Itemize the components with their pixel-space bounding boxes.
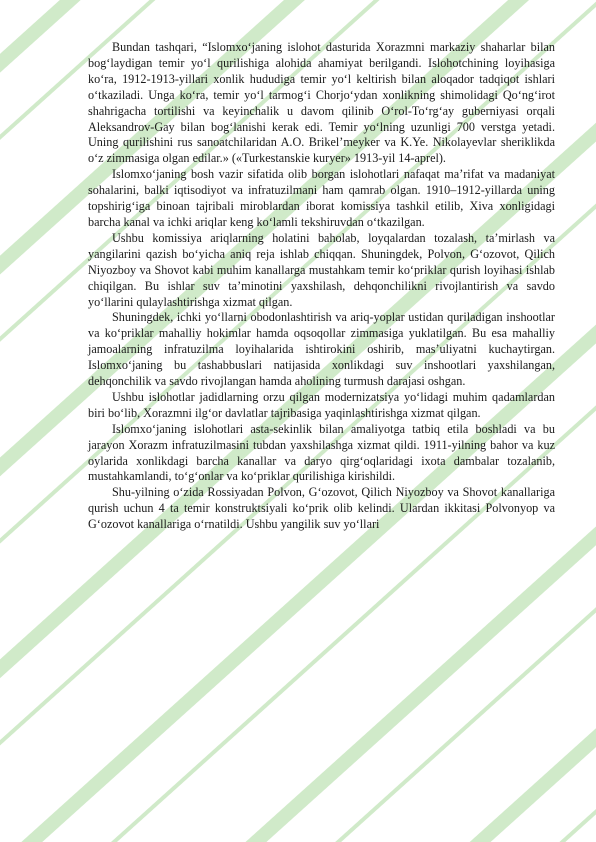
paragraph-3: Ushbu komissiya ariqlarning holatini baholab, loyqalardan tozalash, ta’mirlash va yangilarini qazish bo‘yicha aniq reja ishlab chiqqan. Shuningdek, Polvon, G‘ozovot, Qilich Niyozboy va Shovot kabi muhim kanallarga mustahkam temir ko‘priklar qurish loyihasi ishlab chiqilgan. Bu ishlar suv ta’minotini yaxshilash, dehqonchilikni rivojlantirish va savdo yo‘llarini qulaylashtirishga xizmat qilgan. bbox=[88, 230, 555, 309]
paragraph-6: Islomxo‘janing islohotlari asta-sekinlik bilan amaliyotga tatbiq etila boshladi va bu jarayon Xorazm infratuzilmasini tubdan yaxshilashga xizmat qildi. 1911-yilning bahor va kuz oylarida xonlikdagi barcha kanallar va daryo qirg‘oqlaridagi ixota dambalar tozalanib, mustahkamlandi, to‘g‘onlar va ko‘priklar qurilishiga kirishildi. bbox=[88, 421, 555, 484]
paragraph-2: Islomxo‘janing bosh vazir sifatida olib borgan islohotlari nafaqat ma’rifat va madaniyat sohalarini, balki iqtisodiyot va infratuzilmani ham qamrab olgan. 1910–1912-yillarda uning topshirig‘iga binoan tajribali miroblardan iborat komissiya tashkil etilib, Xiva xonligidagi barcha kanal va ichki ariqlar keng ko‘lamli tekshiruvdan o‘tkazilgan. bbox=[88, 167, 555, 229]
body-text bbox=[88, 40, 555, 533]
paragraph-5: Ushbu islohotlar jadidlarning orzu qilgan modernizatsiya yo‘lidagi muhim qadamlardan biri bo‘lib, Xorazmni ilg‘or davlatlar tajribasiga yaqinlashtirishga xizmat qilgan. bbox=[88, 389, 555, 420]
paragraph-4: Shuningdek, ichki yo‘llarni obodonlashtirish va ariq-yoplar ustidan quriladigan inshootlar va ko‘priklar mahalliy hokimlar hamda oqsoqollar zimmasiga yuklatilgan. Bu esa mahalliy jamoalarning infratuzilma loyihalarida ishtirokini oshirib, mas’uliyatni kuchaytirgan. Islomxo‘janing bu tashabbuslari natijasida xonlikdagi suv inshootlari yaxshilangan, dehqonchilik va savdo rivojlangan hamda aholining turmush darajasi oshgan. bbox=[88, 310, 555, 389]
paragraph-7: Shu-yilning o‘zida Rossiyadan Polvon, G‘ozovot, Qilich Niyozboy va Shovot kanallariga qurish uchun 4 ta temir konstruktsiyali ko‘prik olib kelindi. Ulardan ikkitasi Polvonyop va G‘ozovot kanallariga o‘rnatildi. Ushbu yangilik suv yo‘llari bbox=[88, 485, 555, 532]
paragraph-1: Bundan tashqari, “Islomxo‘janing islohot dasturida Xorazmni markaziy shaharlar bilan bog‘laydigan temir yo‘l qurilishiga alohida ahamiyat berilgandi. Islohotchining loyihasiga ko‘ra, 1912-1913-yillari xonlik hududiga temir yo‘l keltirish bilan aloqador tadqiqot ishlari o‘tkaziladi. Unga ko‘ra, temir yo‘l tarmog‘i Chorjo‘ydan xonlikning shimolidagi Qo‘ng‘irot shahrigacha tortilishi va keyinchalik u davom qilinib O‘rol-To‘rg‘ay guberniyasi orqali Aleksandrov-Gay bilan bog‘lanishi kerak edi. Temir yo‘lning uzunligi 700 verstga yetadi. Uning qurilishini rus sanoatchilaridan A.O. Brikel’meyker va K.Ye. Nikolayevlar sheriklikda o‘z zimmasiga olgan edilar.» («Turkestanskie kuryer» 1913-yil 14-aprel). bbox=[88, 40, 555, 166]
